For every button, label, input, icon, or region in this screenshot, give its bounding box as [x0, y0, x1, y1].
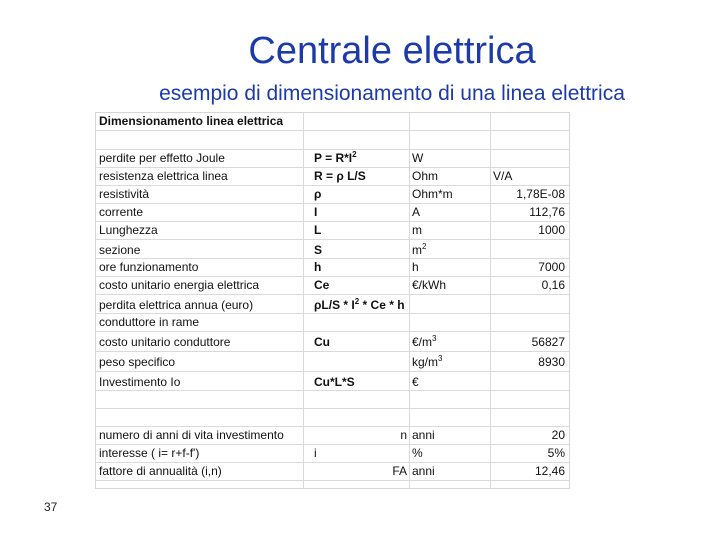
table-row: [96, 203, 569, 221]
row-label: interesse ( i= r+f-f'): [99, 446, 200, 460]
row-unit: anni: [412, 464, 435, 478]
table-row: [96, 149, 569, 167]
row-formula: Cu*L*S: [314, 375, 355, 389]
table-row: [96, 408, 569, 426]
row-label: corrente: [99, 205, 144, 219]
table-row: [96, 371, 569, 390]
row-label: costo unitario conduttore: [99, 335, 231, 349]
row-label: peso specifico: [99, 355, 176, 369]
table-row: [96, 221, 569, 239]
page-number: 37: [44, 500, 58, 514]
slide-subtitle: esempio di dimensionamento di una linea elettrica: [159, 82, 625, 105]
table-row: [96, 112, 569, 130]
row-value: 1000: [538, 223, 565, 237]
table-row: [96, 167, 569, 185]
spreadsheet-table: [95, 112, 570, 489]
row-unit: $m^2$: [412, 242, 427, 257]
row-label: resistività: [99, 187, 150, 201]
row-unit: anni: [412, 428, 435, 442]
table-row: [96, 390, 569, 408]
slide-title: Centrale elettrica: [248, 30, 536, 72]
row-value: 7000: [538, 260, 565, 274]
table-row: [96, 313, 569, 331]
row-label: resistenza elettrica linea: [99, 169, 228, 183]
row-unit: Ohm: [412, 169, 439, 183]
row-unit: h: [412, 260, 419, 274]
row-label: perdita elettrica annua (euro): [99, 298, 254, 312]
row-formula: Ce: [314, 278, 330, 292]
row-label: Investimento Io: [99, 375, 181, 389]
row-unit: €: [412, 375, 419, 389]
row-formula: R = ρ L/S: [314, 169, 366, 183]
row-value: 0,16: [541, 278, 565, 292]
row-unit: $€/m^3$: [412, 334, 437, 349]
row-unit: W: [412, 151, 424, 165]
row-value: 112,76: [529, 205, 565, 219]
row-extra: V/A: [493, 169, 513, 183]
row-unit: A: [412, 205, 421, 219]
table-row: [96, 258, 569, 276]
row-symbol: n: [400, 428, 407, 442]
row-formula: i: [314, 446, 317, 460]
row-label: costo unitario energia elettrica: [99, 278, 260, 292]
row-label: perdite per effetto Joule: [99, 151, 225, 165]
table-row: [96, 276, 569, 294]
row-value: 5%: [547, 446, 565, 460]
row-unit: Ohm*m: [412, 187, 453, 201]
row-label: Lunghezza: [99, 223, 158, 237]
row-value: 8930: [538, 355, 565, 369]
row-label: numero di anni di vita investimento: [99, 428, 284, 442]
row-symbol: FA: [392, 464, 407, 478]
row-value: 1,78E-08: [516, 187, 565, 201]
table-row: [96, 130, 569, 149]
table-row: [96, 426, 569, 444]
table-row: [96, 480, 569, 491]
table-row: [96, 185, 569, 203]
table-row: [96, 351, 569, 371]
table-row: [96, 239, 569, 258]
row-formula: $P = R*I^2$: [314, 150, 357, 165]
table-row: [96, 331, 569, 351]
table-row: [96, 294, 569, 313]
row-formula: Cu: [314, 335, 330, 349]
row-formula: $\rho L/S * I^2$ * Ce * h: [314, 297, 405, 312]
table-row: [96, 444, 569, 462]
row-formula: h: [314, 260, 322, 274]
row-unit: €/kWh: [412, 278, 447, 292]
row-formula: L: [314, 223, 322, 237]
row-label: ore funzionamento: [99, 260, 199, 274]
row-formula: S: [314, 243, 323, 257]
table-row: [96, 462, 569, 480]
row-label: fattore di annualità (i,n): [99, 464, 222, 478]
row-value: 56827: [531, 335, 565, 349]
row-label: sezione: [99, 243, 141, 257]
row-label: conduttore in rame: [99, 315, 200, 329]
row-unit: $kg/m^3$: [412, 354, 443, 369]
sheet-header: Dimensionamento linea elettrica: [99, 114, 284, 128]
row-formula: I: [314, 205, 318, 219]
row-value: 20: [551, 428, 565, 442]
row-unit: %: [412, 446, 423, 460]
row-unit: m: [412, 223, 422, 237]
row-value: 12,46: [534, 464, 565, 478]
row-formula: ρ: [314, 187, 322, 201]
